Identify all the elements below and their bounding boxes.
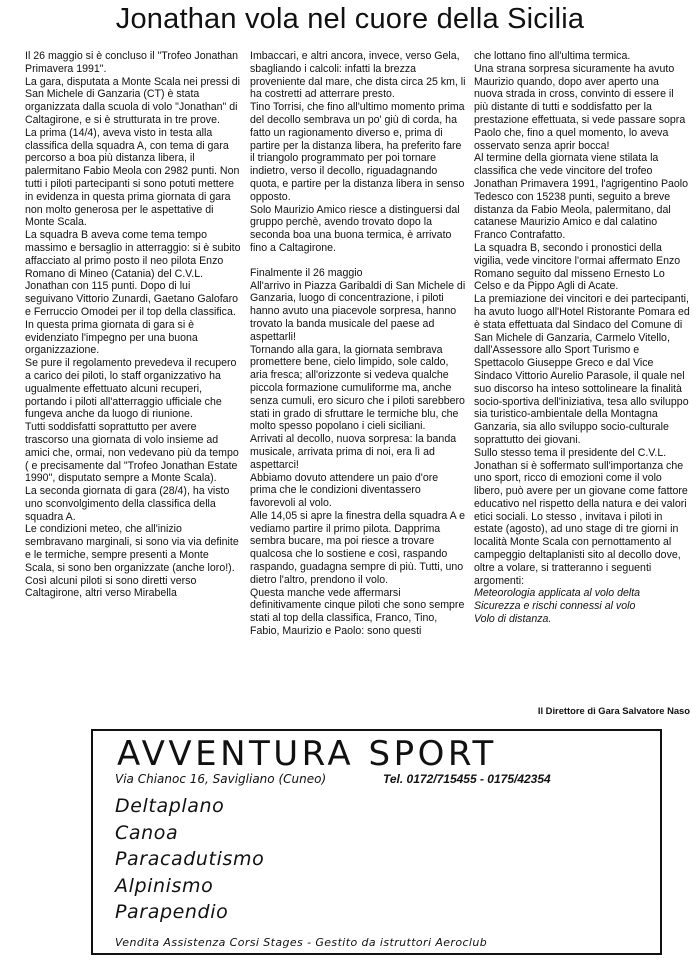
article-paragraph: Questa manche vede affermarsi definitivamente cinque piloti che sono sempre stati al top della classifica, Franco, Tino, Fabio, Maurizio e Paolo: sono questi: [250, 586, 465, 638]
article-paragraph: Abbiamo dovuto attendere un paio d'ore prima che le condizioni diventassero favorevoli al volo.: [250, 471, 439, 510]
article-signature: Il Direttore di Gara Salvatore Naso: [537, 705, 690, 716]
ad-activity-list: [115, 793, 264, 926]
article-paragraph: La squadra B, secondo i pronostici della vigilia, vede vincitore l'ormai affermato Enzo Romano seguito dal misseno Ernesto Lo Celso e da Pippo Agli di Acate.: [474, 241, 681, 293]
article-paragraph: Tutti soddisfatti soprattutto per avere trascorso una giornata di volo insieme ad amici che, ormai, non vedevano più da tempo ( e precisamente dal "Trofeo Jonathan Estate 1990", disputato sempre a Monte Scala).: [25, 421, 239, 485]
article-paragraph: che lottano fino all'ultima termica.: [474, 50, 631, 62]
article-paragraph: Se pure il regolamento prevedeva il recupero a carico dei piloti, lo staff organizzativo ha ugualmente effettuato alcuni recuperi, portando i piloti all'atterraggio ufficiale che fungeva anche da luogo di riunione.: [25, 357, 237, 421]
article-paragraph: La gara, disputata a Monte Scala nei pressi di San Michele di Ganzaria (CT) è stata organizzata dalla scuola di volo "Jonathan" di Caltagirone, e si è strutturata in tre prove.: [25, 75, 240, 126]
article-paragraph: Al termine della giornata viene stilata la classifica che vede vincitore del trofeo Jonathan Primavera 1991, l'agrigentino Paolo Tedesco con 15238 punti, seguito a breve distanza da Fabio Meola, palermitano, dal catanese Maurizio Amico e dal calatino Franco Contrafatto.: [474, 152, 689, 242]
advertisement-box: [91, 729, 662, 955]
topic-item: Volo di distanza.: [474, 613, 552, 626]
ad-address: Via Chianoc 16, Savigliano (Cuneo): [115, 772, 327, 786]
ad-activity-item: Paracadutismo: [115, 848, 265, 870]
article-paragraph: All'arrivo in Piazza Garibaldi di San Michele di Ganzaria, luogo di concentrazione, i piloti hanno avuto una piacevole sorpresa, hanno trovato la banda musicale del paese ad aspettarli!: [250, 279, 466, 343]
article-paragraph: Le condizioni meteo, che all'inizio sembravano marginali, si sono via via definite e le termiche, sempre presenti a Monte Scala, si sono ben organizzate (anche loro!).: [25, 523, 239, 574]
article-paragraph: La squadra B aveva come tema tempo massimo e bersaglio in atterraggio: si è subito affacciato al primo posto il neo pilota Enzo Romano di Mineo (Catania) del C.V.L. Jonathan con 115 punti. Dopo di lui seguivano Vittorio Zunardi, Gaetano Galofaro e Ferruccio Omodei per il top della classifica.: [25, 229, 241, 318]
article-paragraph: Il 26 maggio si è concluso il "Trofeo Jonathan Primavera 1991".: [25, 50, 239, 75]
article-paragraph: Arrivati al decollo, nuova sorpresa: la banda musicale, arrivata prima di noi, era lì ad aspettarci!: [250, 433, 457, 471]
article-paragraph: Solo Maurizio Amico riesce a distinguersi dal gruppo perchè, avendo trovato dopo la seconda boa una buona termica, è arrivato fino a Caltagirone.: [250, 203, 460, 254]
ad-company-name: AVVENTURA SPORT: [117, 734, 497, 774]
article-column-2: [250, 50, 466, 638]
article-paragraph: Tino Torrisi, che fino all'ultimo momento prima del decollo sembrava un po' giù di corda, ha fatto un ragionamento diverso e, prima di partire per la distanza libera, ha preferito fare il triangolo programmato per poi tornare indietro, verso il decollo, riguadagnando quota, e partire per la distanza libera in senso opposto.: [250, 101, 465, 203]
ad-activity-item: Canoa: [115, 821, 179, 844]
topic-item: Meteorologia applicata al volo delta: [474, 587, 641, 600]
ad-phone: Tel. 0172/715455 - 0175/42354: [383, 772, 551, 786]
article-paragraph: La prima (14/4), aveva visto in testa alla classifica della squadra A, con tema di gara percorso a boa più distanza libera, il palermitano Fabio Meola con 2982 punti. Non tutti i piloti partecipanti si sono potuti mettere in evidenza in questa prima giornata di gara non molto generosa per le aspettative di Monte Scala.: [25, 126, 240, 229]
topic-item: Sicurezza e rischi connessi al volo: [474, 600, 636, 613]
article-paragraph: Così alcuni piloti si sono diretti verso Caltagirone, altri verso Mirabella: [25, 574, 197, 600]
article-paragraph: In questa prima giornata di gara si è evidenziato l'impegno per una buona organizzazione.: [25, 318, 198, 357]
ad-activity-item: Parapendio: [115, 901, 229, 923]
section-subheading: Finalmente il 26 maggio: [250, 266, 363, 279]
article-paragraph: Sullo stesso tema il presidente del C.V.L. Jonathan si è soffermato sull'importanza che uno sport, ricco di emozioni come il volo libero, può avere per un giovane come fattore educativo nel rispetto della natura e dei valori etici sociali. Lo stesso , invitava i piloti in estate (agosto), ad uno stage di tre giorni in località Monte Scala con pernottamento al campeggio deltaplanisti sito al decollo dove, oltre a volare, si tratteranno i seguenti argomenti:: [474, 446, 688, 587]
article-paragraph: La premiazione dei vincitori e dei partecipanti, ha avuto luogo all'Hotel Ristorante Pomara ed è stata effettuata dal Sindaco del Comune di San Michele di Ganzaria, Carmelo Vitello, dall'Assessore allo Sport Turismo e Spettacolo Giuseppe Greco e dal Vice Sindaco Vittorio Aurelio Parasole, il quale nel suo discorso ha inteso sottolineare la finalità socio-sportiva dell'iniziativa, tesa allo sviluppo sia turistico-ambientale della Montagna Ganzaria, sia allo sviluppo socio-culturale soprattutto dei giovani.: [474, 293, 690, 446]
article-column-1: [25, 50, 241, 600]
ad-activity-item: Deltaplano: [115, 795, 225, 817]
article-paragraph: La seconda giornata di gara (28/4), ha visto uno sconvolgimento della classifica della squadra A.: [25, 485, 230, 523]
article-paragraph: Imbaccari, e altri ancora, invece, verso Gela, sbagliando i calcoli: infatti la brezza proveniente dal mare, che dista circa 25 km, li ha costretti ad atterrare presto.: [250, 50, 466, 101]
article-title: Jonathan vola nel cuore della Sicilia: [115, 3, 585, 35]
article-paragraph: Alle 14,05 si apre la finestra della squadra A e vediamo partire il primo pilota. Dapprima sembra bucare, ma poi riesce a trovare qualcosa che lo sostiene e così, raspando raspando, guadagna sempre di più. Tutti, uno dietro l'altro, prendono il volo.: [250, 509, 465, 586]
article-paragraph: Una strana sorpresa sicuramente ha avuto Maurizio quando, dopo aver aperto una nuova strada in cross, convinto di essere il più distante di tutti e soddisfatto per la prestazione effettuata, si vede passare sopra Paolo che, fino a quel momento, lo aveva osservato senza aprir bocca!: [474, 62, 686, 152]
article-column-3: [474, 50, 690, 626]
ad-activity-item: Alpinismo: [115, 874, 214, 897]
article-paragraph: Tornando alla gara, la giornata sembrava promettere bene, cielo limpido, sole caldo, aria fresca; all'orizzonte si vedeva qualche piccola formazione cumuliforme ma, anche senza cumuli, ero sicuro che i piloti sarebbero stati in grado di sfruttare le termiche blu, che molto spesso popolano i cieli siciliani.: [250, 343, 465, 433]
ad-footer: Vendita Assistenza Corsi Stages - Gestito da istruttori Aeroclub: [115, 936, 488, 949]
